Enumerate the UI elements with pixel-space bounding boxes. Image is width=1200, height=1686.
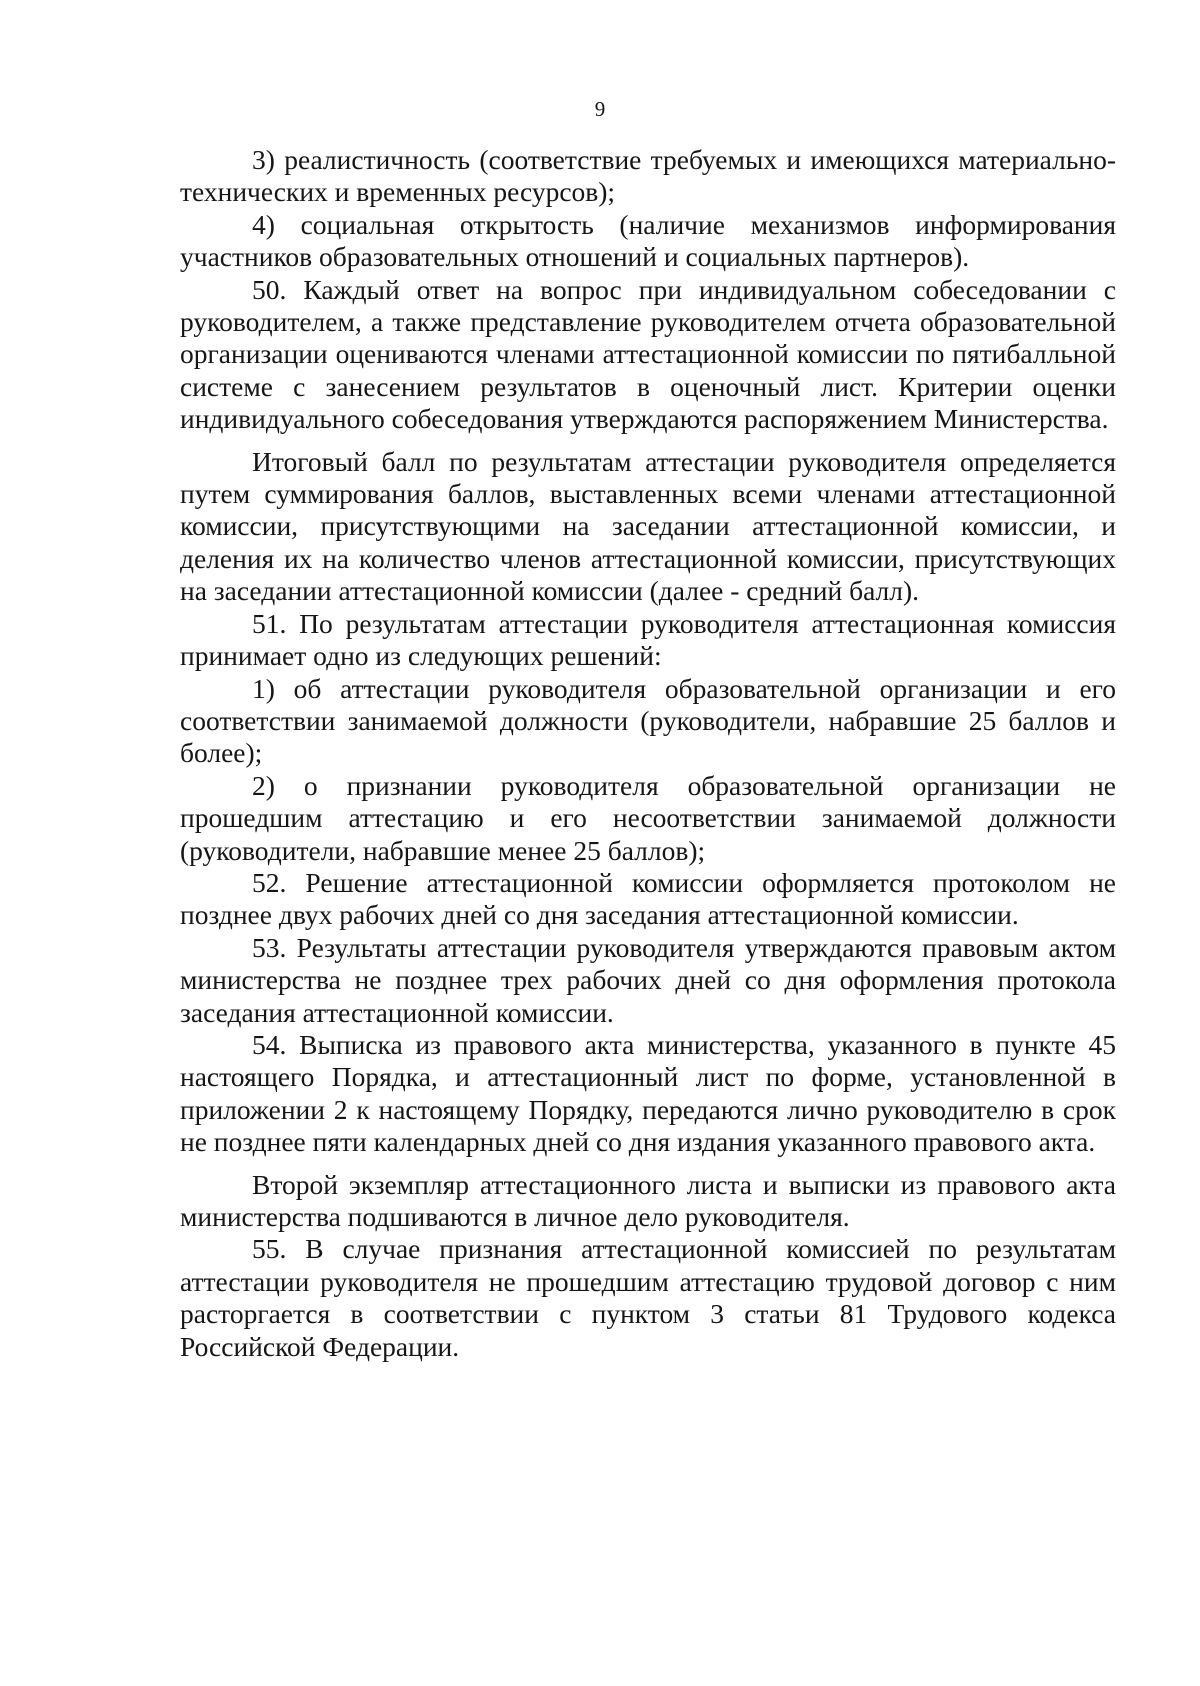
document-body <box>180 144 1116 1363</box>
paragraph-decision-2: 2) о признании руководителя образовательной организации не прошедшим аттестацию и его несоответствии занимаемой должности (руководители, набравшие менее 25 баллов); <box>180 769 1116 866</box>
paragraph-second-copy: Второй экземпляр аттестационного листа и выписки из правового акта министерства подшиваются в личное дело руководителя. <box>180 1168 1116 1232</box>
paragraph-clause-51: 51. По результатам аттестации руководителя аттестационная комиссия принимает одно из следующих решений: <box>180 607 1116 672</box>
paragraph-clause-50: 50. Каждый ответ на вопрос при индивидуальном собеседовании с руководителем, а также представление руководителем отчета образовательной организации оцениваются членами аттестационной комиссии по пятибалльной системе с занесением результатов в оценочный лист. Критерии оценки индивидуального собеседования утверждаются распоряжением Министерства. <box>180 273 1116 435</box>
paragraph-clause-52: 52. Решение аттестационной комиссии оформляется протоколом не позднее двух рабочих дней со дня заседания аттестационной комиссии. <box>180 866 1116 931</box>
paragraph-clause-54: 54. Выписка из правового акта министерства, указанного в пункте 45 настоящего Порядка, и аттестационный лист по форме, установленной в приложении 2 к настоящему Порядку, передаются лично руководителю в срок не позднее пяти календарных дней со дня издания указанного правового акта. <box>180 1028 1116 1158</box>
paragraph-clause-55: 55. В случае признания аттестационной комиссией по результатам аттестации руководителя не прошедшим аттестацию трудовой договор с ним расторгается в соответствии с пунктом 3 статьи 81 Трудового кодекса Российской Федерации. <box>180 1233 1116 1362</box>
paragraph-item-4-social-openness: 4) социальная открытость (наличие механизмов информирования участников образовательных отношений и социальных партнеров). <box>180 208 1116 273</box>
paragraph-clause-53: 53. Результаты аттестации руководителя утверждаются правовым актом министерства не позднее трех рабочих дней со дня оформления протокола заседания аттестационной комиссии. <box>180 931 1116 1028</box>
page-number: 9 <box>594 97 606 121</box>
paragraph-item-3-realism: 3) реалистичность (соответствие требуемых и имеющихся материально-технических и временных ресурсов); <box>180 144 1116 208</box>
paragraph-final-score: Итоговый балл по результатам аттестации руководителя определяется путем суммирования баллов, выставленных всеми членами аттестационной комиссии, присутствующими на заседании аттестационной комиссии, и деления их на количество членов аттестационной комиссии, присутствующих на заседании аттестационной комиссии (далее - средний балл). <box>180 445 1116 607</box>
paragraph-decision-1: 1) об аттестации руководителя образовательной организации и его соответствии занимаемой должности (руководители, набравшие 25 баллов и более); <box>180 672 1116 769</box>
